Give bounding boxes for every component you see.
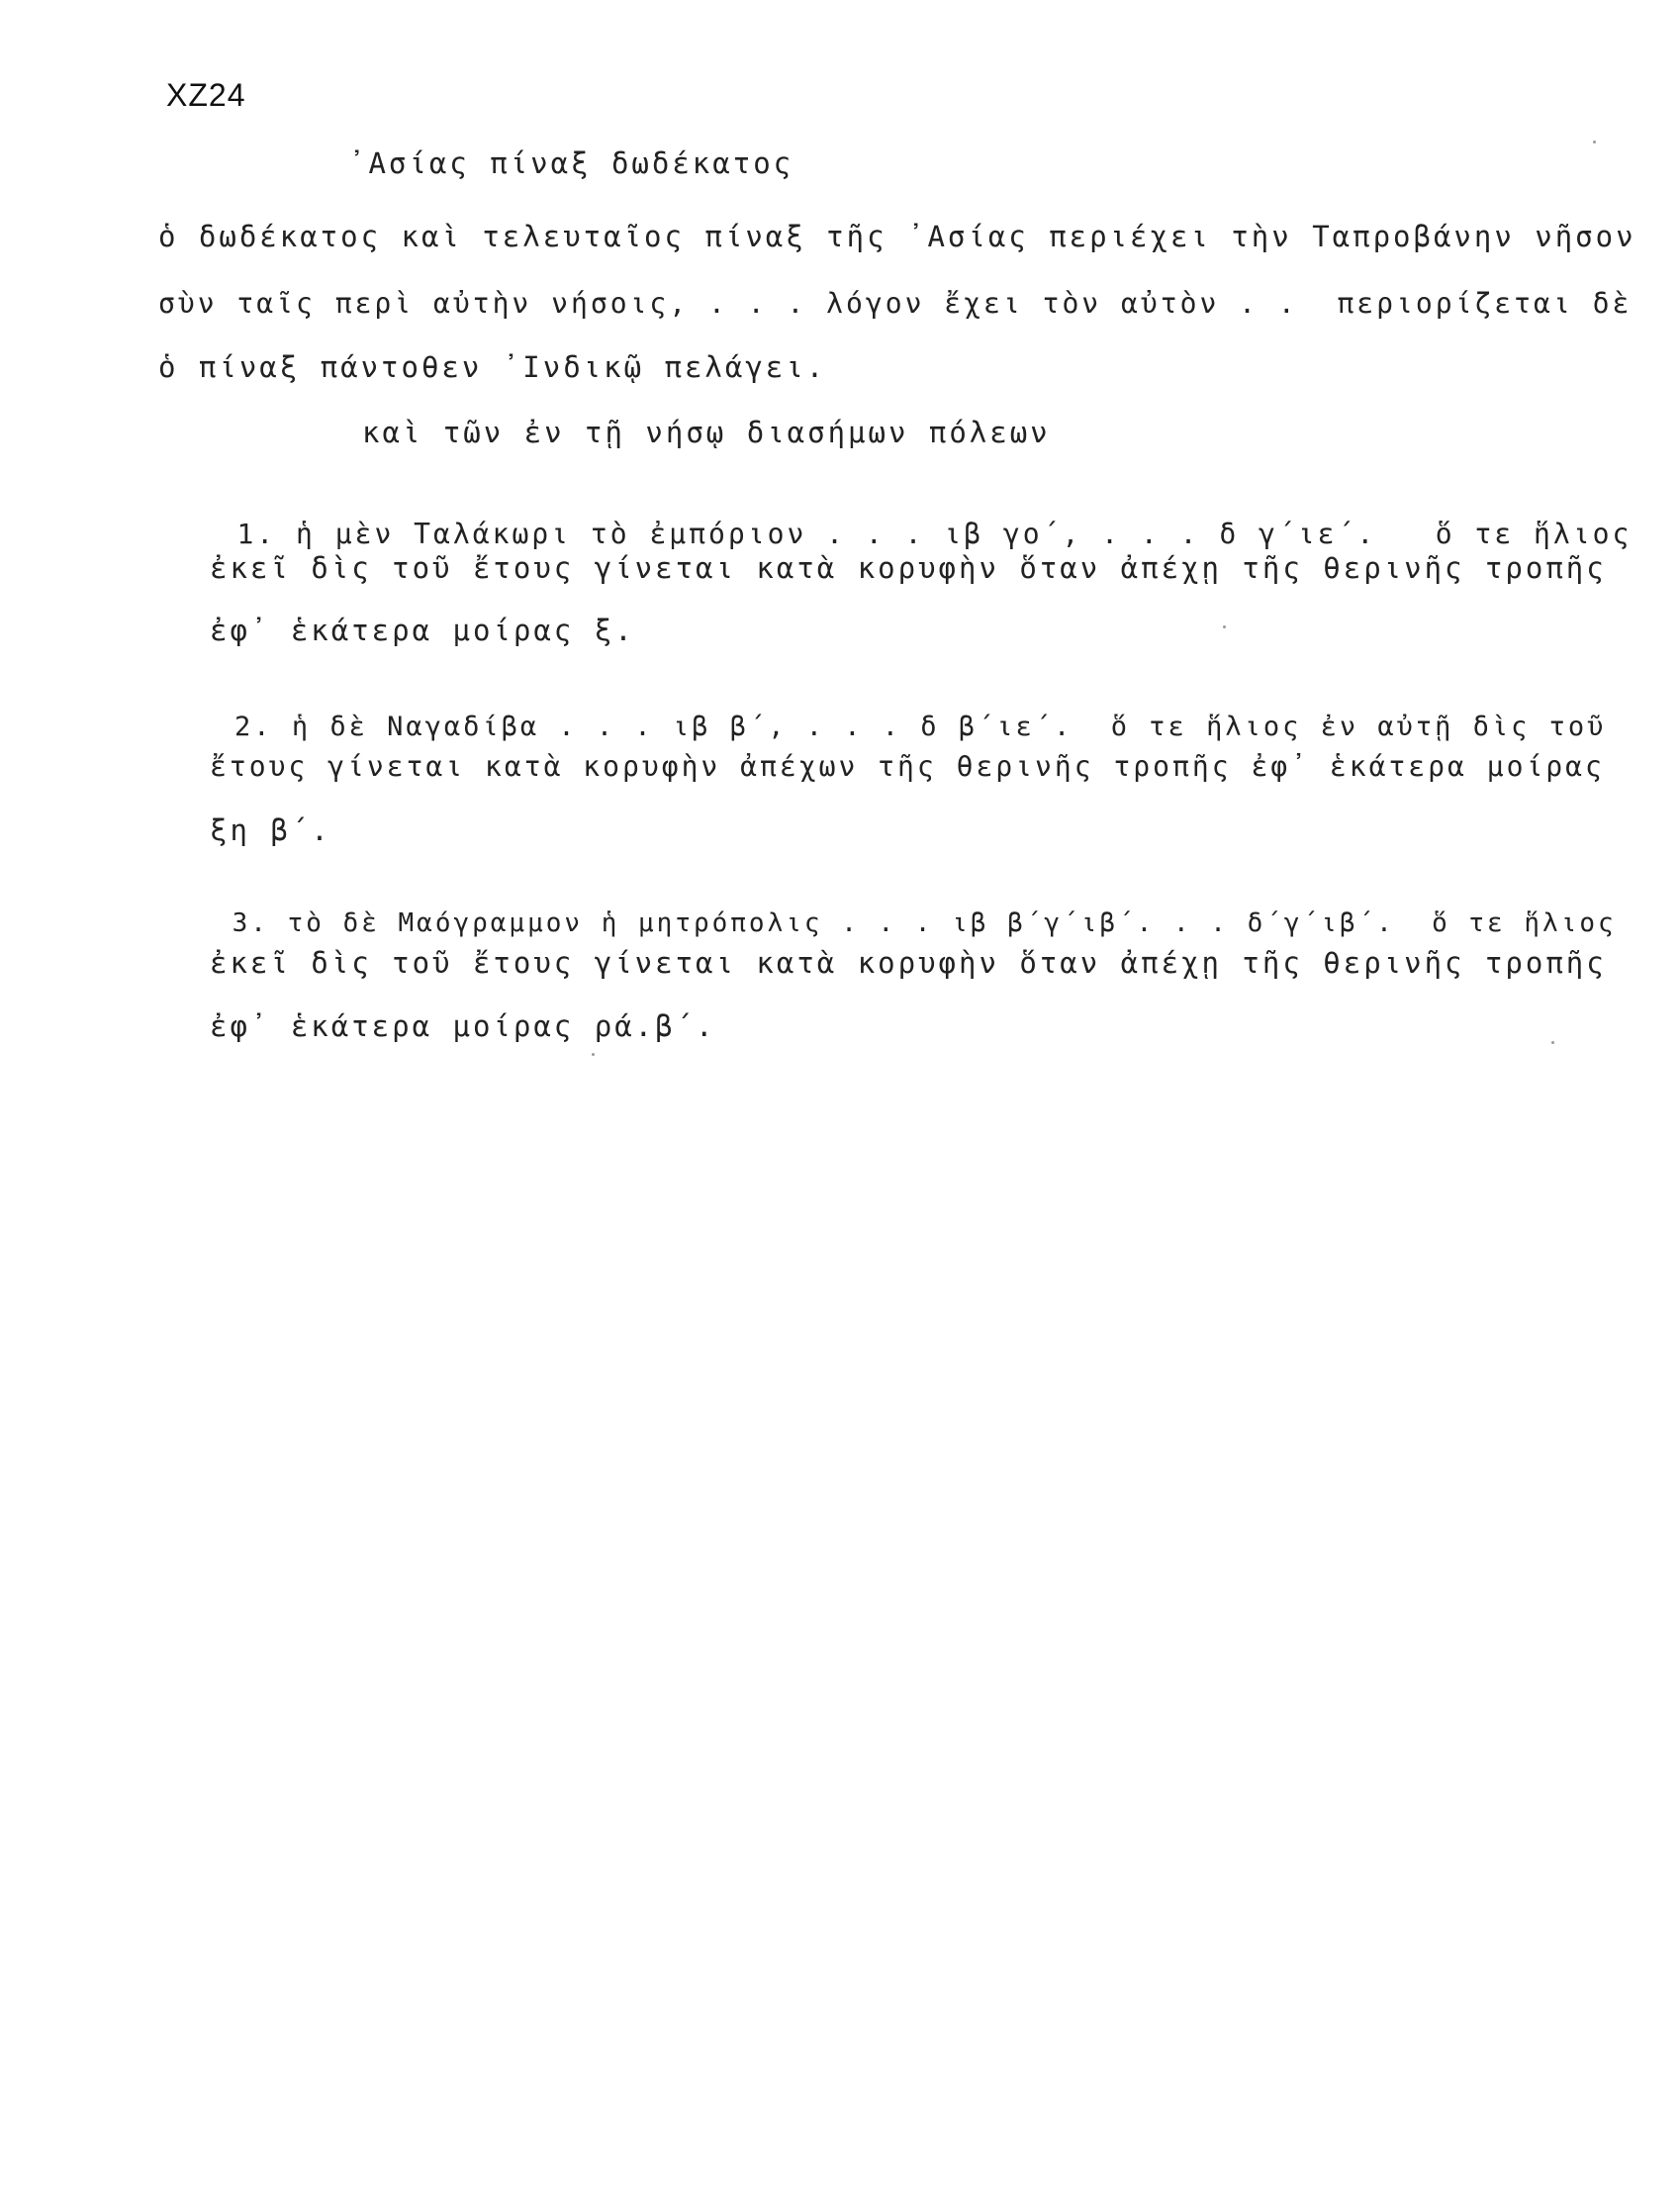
entry-3-line-2: ἐκεῖ δὶς τοῦ ἔτους γίνεται κατὰ κορυφὴν ὅταν ἀπέχῃ τῆς θερινῆς τροπῆς: [210, 946, 1607, 980]
scan-speck: [1223, 625, 1226, 628]
entry-2-line-2: ἔτους γίνεται κατὰ κορυφὴν ἀπέχων τῆς θερινῆς τροπῆς ἐφ᾿ ἑκάτερα μοίρας: [210, 750, 1605, 783]
entry-text: ἡ δὲ Ναγαδίβα . . . ιβ β΄, . . . δ β΄ιε΄. ὅ τε ἥλιος ἐν αὐτῇ δὶς τοῦ: [291, 712, 1607, 742]
section-subheading: καὶ τῶν ἐν τῇ νήσῳ διασήμων πόλεων: [362, 416, 1051, 449]
scan-speck: [592, 1053, 595, 1056]
entry-number: 1.: [236, 518, 277, 550]
intro-line: ὁ δωδέκατος καὶ τελευταῖος πίναξ τῆς ᾿Ασίας περιέχει τὴν Ταπροβάνην νῆσον: [158, 220, 1636, 253]
document-id: XZ24: [166, 77, 246, 113]
scan-speck: [1593, 141, 1596, 143]
entry-number: 2.: [234, 712, 273, 742]
scan-speck: [1551, 1041, 1554, 1044]
entry-number: 3.: [232, 908, 269, 938]
entry-text: ἡ μὲν Ταλάκωρι τὸ ἐμπόριον . . . ιβ γο΄, . . . δ γ΄ιε΄. ὅ τε ἥλιος: [296, 518, 1633, 550]
entry-2-line-3: ξη β΄.: [210, 813, 331, 847]
entry-1-line-3: ἐφ᾿ ἑκάτερα μοίρας ξ.: [210, 614, 635, 647]
entry-3-line-3: ἐφ᾿ ἑκάτερα μοίρας ρά.β΄.: [210, 1009, 716, 1043]
intro-line: ὁ πίναξ πάντοθεν ᾿Ινδικῷ πελάγει.: [158, 350, 827, 384]
intro-line: σὺν ταῖς περὶ αὐτὴν νήσοις, . . . λόγον ἔχει τὸν αὐτὸν . . περιορίζεται δὲ: [158, 287, 1633, 320]
entry-text: τὸ δὲ Μαόγραμμον ἡ μητρόπολις . . . ιβ β΄γ΄ιβ΄. . . δ΄γ΄ιβ΄. ὅ τε ἥλιος: [287, 908, 1617, 938]
entry-1-line-2: ἐκεῖ δὶς τοῦ ἔτους γίνεται κατὰ κορυφὴν ὅταν ἀπέχῃ τῆς θερινῆς τροπῆς: [210, 551, 1607, 585]
document-title: ᾿Ασίας πίναξ δωδέκατος: [348, 146, 794, 180]
